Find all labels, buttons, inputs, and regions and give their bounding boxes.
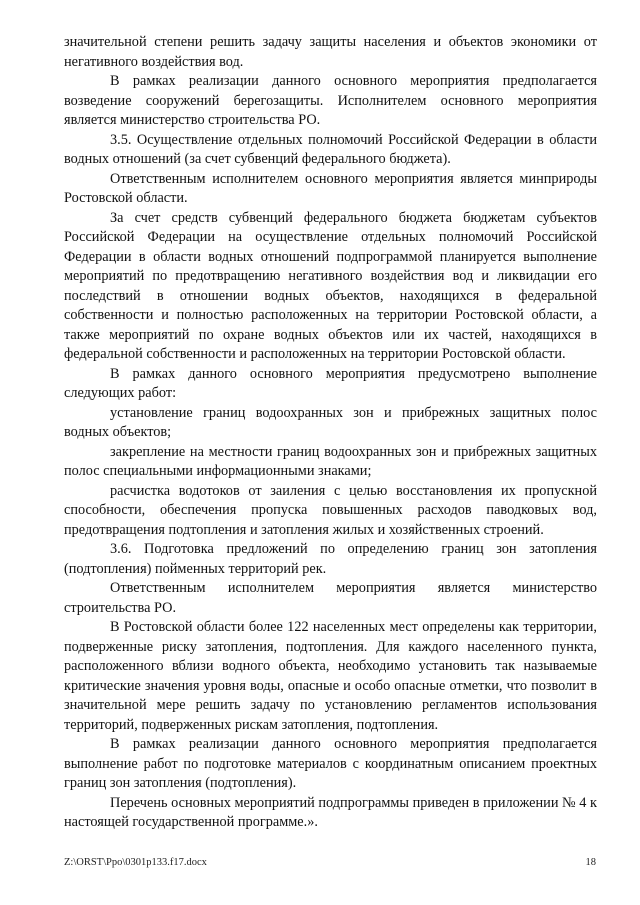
paragraph: В рамках реализации данного основного мероприятия предполагается выполнение работ по подготовке материалов с координатным описанием проектных границ зон затопления (подтопления).	[64, 736, 597, 791]
paragraph: Ответственным исполнителем мероприятия является министерство строительства РО.	[64, 580, 597, 616]
paragraph: Ответственным исполнителем основного мероприятия является минприроды Ростовской области.	[64, 170, 597, 206]
paragraph: Перечень основных мероприятий подпрограммы приведен в приложении № 4 к настоящей государственной программе.».	[64, 794, 597, 830]
section-heading-3-6: 3.6. Подготовка предложений по определению границ зон затопления (подтопления) пойменных территорий рек.	[64, 541, 597, 577]
section-heading-3-5: 3.5. Осуществление отдельных полномочий Российской Федерации в области водных отношений (за счет субвенций федерального бюджета).	[64, 131, 597, 167]
paragraph: В Ростовской области более 122 населенных мест определены как территории, подверженные риску затопления, подтопления. Для каждого населенного пункта, расположенного вблизи водного объекта, необходимо установить так называемые критические значения уровня воды, опасные и особо опасные отметки, что позволит в значительной мере решить задачу по установлению регламентов использования территорий, подверженных рискам затопления, подтопления.	[64, 619, 597, 733]
paragraph: За счет средств субвенций федерального бюджета бюджетам субъектов Российской Федерации на осуществление отдельных полномочий Российской Федерации в области водных отношений подпрограммой планируется выполнение мероприятий по предотвращению негативного воздействия вод и ликвидации его последствий в отношении водных объектов, находящихся в федеральной собственности и полностью расположенных на территории Ростовской области, а также мероприятий по охране водных объектов или их частей, находящихся в федеральной собственности и расположенных на территории Ростовской области.	[64, 209, 597, 362]
list-item: расчистка водотоков от заиления с целью восстановления их пропускной способности, обеспечения пропуска повышенных расходов паводковых вод, предотвращения подтопления и затопления жилых и хозяйственных строений.	[64, 482, 597, 538]
list-item: установление границ водоохранных зон и прибрежных защитных полос водных объектов;	[64, 404, 597, 440]
footer-file-path: Z:\ORST\Ppo\0301p133.f17.docx	[64, 857, 207, 868]
list-item: закрепление на местности границ водоохранных зон и прибрежных защитных полос специальными информационными знаками;	[64, 443, 597, 479]
document-body	[64, 33, 597, 833]
paragraph: В рамках реализации данного основного мероприятия предполагается возведение сооружений берегозащиты. Исполнителем основного мероприятия является министерство строительства РО.	[64, 73, 597, 128]
page-number: 18	[585, 857, 596, 868]
paragraph: В рамках данного основного мероприятия предусмотрено выполнение следующих работ:	[64, 365, 597, 401]
paragraph: значительной степени решить задачу защиты населения и объектов экономики от негативного воздействия вод.	[64, 34, 597, 70]
